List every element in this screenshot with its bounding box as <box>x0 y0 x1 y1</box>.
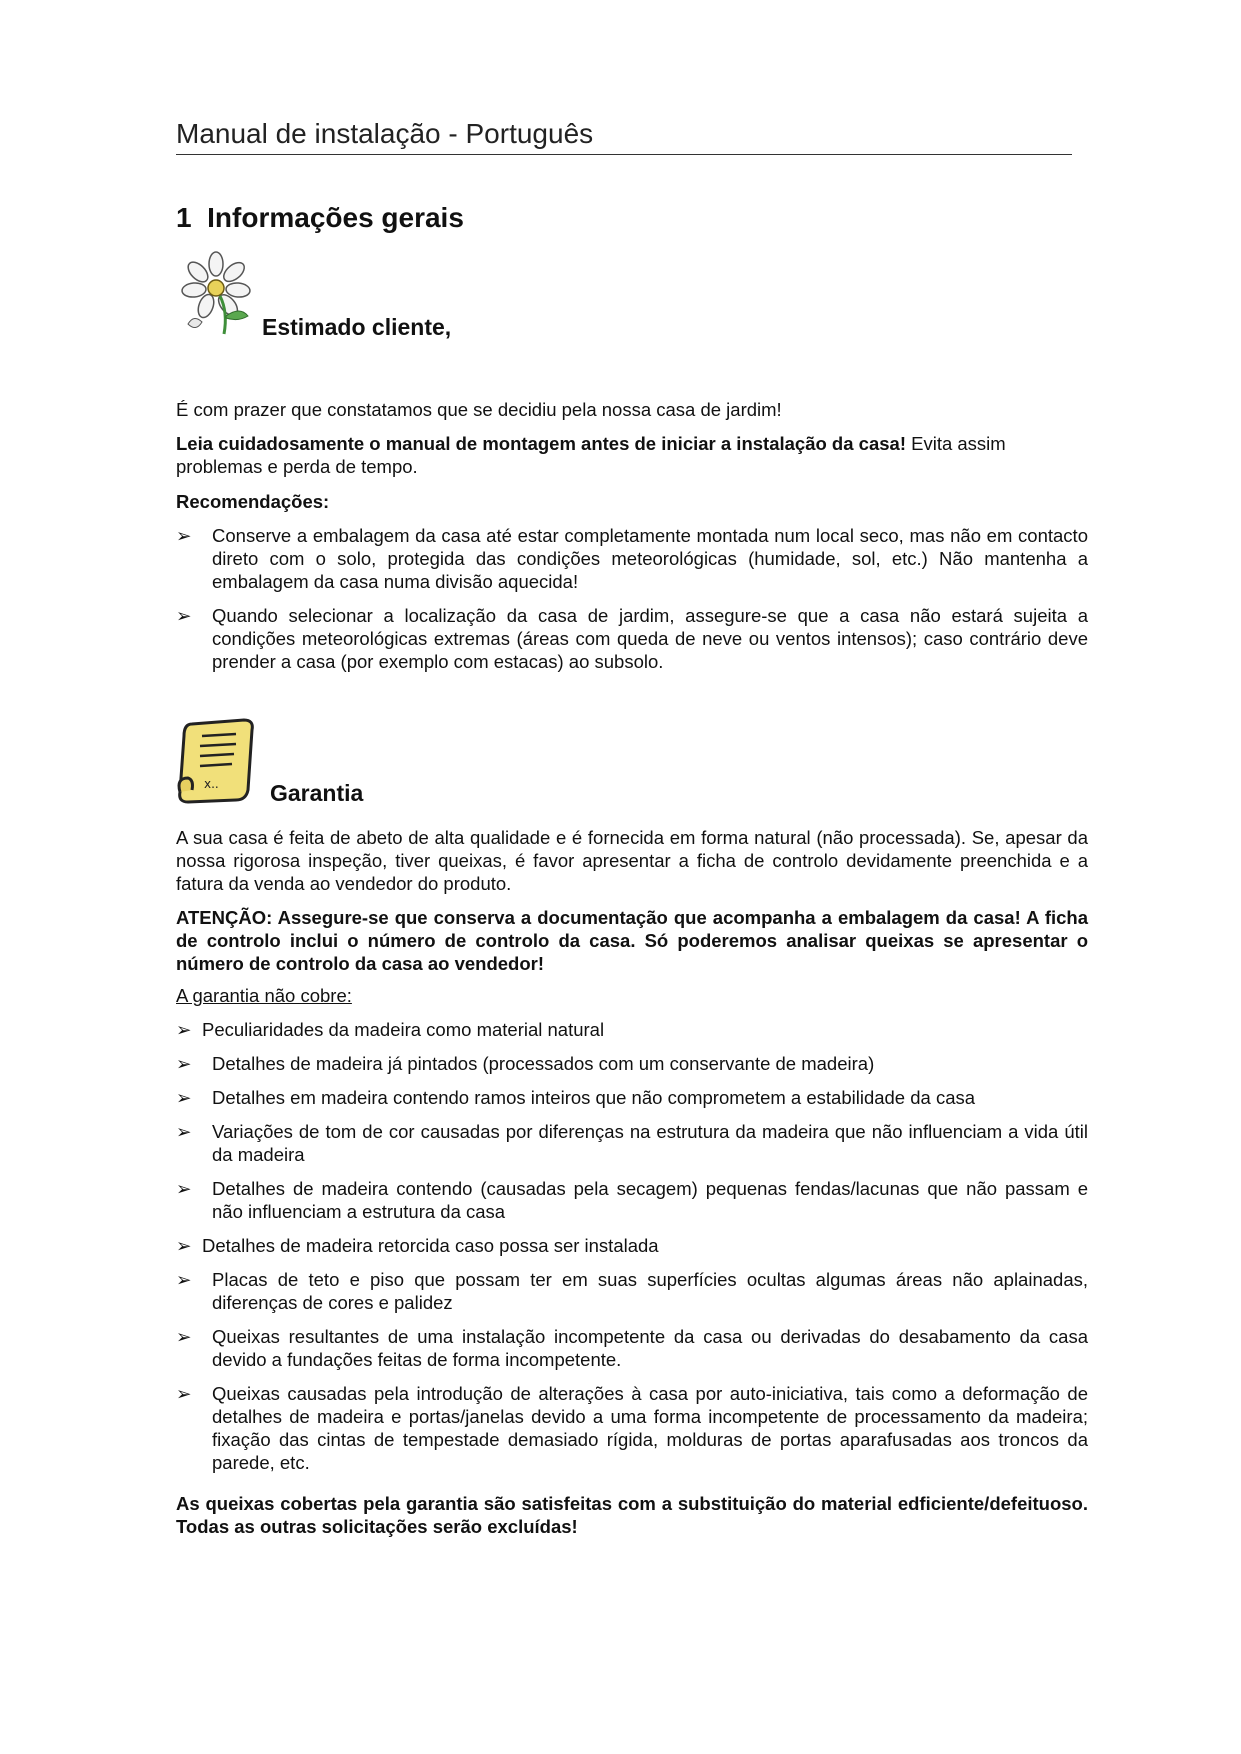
instruction-bold: Leia cuidadosamente o manual de montagem antes de iniciar a instalação da casa! <box>176 433 906 454</box>
svg-text:x..: x.. <box>204 777 219 791</box>
intro-paragraph <box>176 398 1088 421</box>
page-header: Manual de instalação - Português <box>176 118 1072 155</box>
warranty-paragraph <box>176 826 1088 895</box>
bullet-arrow-icon: ➢ <box>176 1087 192 1108</box>
list-item: ➢ Conserve a embalagem da casa até estar completamente montada num local seco, mas não em contacto direto com o solo, protegida das condições meteorológicas (humidade, sol, etc.) Não mantenha a embalagem da casa numa divisão aquecida! <box>176 525 1088 592</box>
list-item: ➢ Placas de teto e piso que possam ter em suas superfícies ocultas algumas áreas não aplainadas, diferenças de cores e palidez <box>176 1269 1088 1313</box>
list-item: ➢ Queixas resultantes de uma instalação incompetente da casa ou derivadas do desabamento da casa devido a fundações feitas de forma incompetente. <box>176 1326 1088 1370</box>
greeting-heading: Estimado cliente, <box>262 314 452 340</box>
bullet-arrow-icon: ➢ <box>176 1053 192 1074</box>
intro-text: É com prazer que constatamos que se decidiu pela nossa casa de jardim! <box>176 399 782 420</box>
list-item: ➢ Variações de tom de cor causadas por diferenças na estrutura da madeira que não influenciam a vida útil da madeira <box>176 1121 1088 1165</box>
list-item: ➢ Peculiaridades da madeira como material natural <box>176 1019 605 1040</box>
flower-icon <box>176 250 260 336</box>
list-item: ➢ Detalhes em madeira contendo ramos inteiros que não comprometem a estabilidade da casa <box>176 1087 976 1108</box>
instruction-paragraph <box>176 432 1088 478</box>
bullet-arrow-icon: ➢ <box>176 1326 192 1347</box>
not-covered-title: A garantia não cobre: <box>176 985 352 1006</box>
section-title: Informações gerais <box>207 202 464 233</box>
recommendations-title: Recomendações: <box>176 491 330 512</box>
not-covered-list <box>176 1018 1088 1485</box>
warranty-heading: Garantia <box>270 780 364 806</box>
attention-paragraph: ATENÇÃO: Assegure-se que conserva a documentação que acompanha a embalagem da casa! A ficha de controlo inclui o número de controlo da casa. Só poderemos analisar queixas se apresentar o número de controlo da casa ao vendedor! <box>176 907 1088 974</box>
list-item: ➢ Queixas causadas pela introdução de alterações à casa por auto-iniciativa, tais como a deformação de detalhes de madeira e portas/janelas devido a uma forma incompetente de processamento da madeira; fixação das cintas de tempestade demasiado rígida, molduras de portas aparafusadas aos troncos da parede, etc. <box>176 1383 1088 1473</box>
recommendations-list <box>176 524 1088 684</box>
bullet-arrow-icon: ➢ <box>176 1019 192 1040</box>
list-item: ➢ Detalhes de madeira retorcida caso possa ser instalada <box>176 1235 659 1256</box>
list-item: ➢ Detalhes de madeira contendo (causadas pela secagem) pequenas fendas/lacunas que não passam e não influenciam a estrutura da casa <box>176 1178 1088 1222</box>
closing-paragraph: As queixas cobertas pela garantia são satisfeitas com a substituição do material edficiente/defeituoso. Todas as outras solicitações serão excluídas! <box>176 1493 1088 1537</box>
instruction-rest: Evita assim problemas e perda de tempo. <box>176 433 1006 477</box>
section-heading <box>176 202 464 234</box>
warranty-text: A sua casa é feita de abeto de alta qualidade e é fornecida em forma natural (não processada). Se, apesar da nossa rigorosa inspeção, tiver queixas, é favor apresentar a ficha de controlo devidamente preenchida e a fatura da venda ao vendedor do produto. <box>176 827 1088 894</box>
bullet-arrow-icon: ➢ <box>176 1269 192 1290</box>
bullet-arrow-icon: ➢ <box>176 1383 192 1404</box>
bullet-arrow-icon: ➢ <box>176 605 192 626</box>
list-item: ➢ Detalhes de madeira já pintados (processados com um conservante de madeira) <box>176 1053 875 1074</box>
document-scroll-icon <box>174 716 264 804</box>
list-item: ➢ Quando selecionar a localização da casa de jardim, assegure-se que a casa não estará sujeita a condições meteorológicas extremas (áreas com queda de neve ou ventos intensos); caso contrário deve prender a casa (por exemplo com estacas) ao subsolo. <box>176 605 1088 672</box>
bullet-arrow-icon: ➢ <box>176 525 192 546</box>
bullet-arrow-icon: ➢ <box>176 1235 192 1256</box>
bullet-arrow-icon: ➢ <box>176 1178 192 1199</box>
bullet-arrow-icon: ➢ <box>176 1121 192 1142</box>
section-number: 1 <box>176 202 192 233</box>
